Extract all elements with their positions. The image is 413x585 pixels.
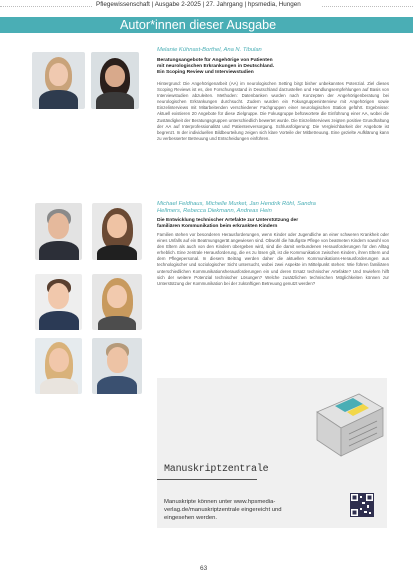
author-photo-3 [35,203,82,260]
author-photo-2 [91,52,139,109]
article2-authors: Michael Feldhaus, Michelle Murket, Jan Hendrik Röhl, Sandra Hellmers, Rebecca Diekmann, Andreas Hein [157,201,316,214]
author-photo-1 [32,52,85,109]
qr-finder-tr-inner [368,496,372,500]
author-photo-6 [92,274,142,330]
article1-abstract: Hintergrund: Die Angehörigenarbeit (AA) im neurologischen Setting birgt bisher unbekanntes Potenzial. Ziel dieses Scoping Reviews ist es, den Forschungsstand in Deutschland darzustellen und Handlungsempfehlungen auf Basis von Interviewstudien abzuleiten. Methoden: Datenbanken wurden nach Konzepten der Angehörigenberatung bei neurologischen Erkrankungen durchsucht. Zudem wurden ein Fokusgruppeninterview mit Angehörigen sowie Einzelinterviews mit Mitarbeitenden verschiedener Fachgruppen einer neurologischen Station geführt. Ergebnisse: Aktuell existieren 20 Angebote für diese Zielgruppe. Die Fokusgruppe befürwortete die Einführung einer AA, wobei die Zuständigkeit der Beratungsgruppen unterschiedlich bewertet wurde. Die Einzelinterviews zeigten positive Grundhaltung der AA auf Interprofessionalität und Patientenversorgung. Schlussfolgerung: Die Vergleichbarkeit der Angebote ist begrenzt. In der individuellen Bildbeurteilung zeigen sich klare Vorteile der Mitbetreuung. Eine gezielte Aufklärung kann zu verbesserter Betreuung und Entscheidungen einführen. [157,81,389,141]
author-photo-7 [35,338,82,394]
author-photo-8 [92,338,142,394]
page-number: 63 [200,565,208,572]
header-rule-right [322,6,413,7]
qr-finder-tl-inner [353,496,357,500]
header-rule-left [0,6,92,7]
manuscript-center-title: Manuskriptzentrale [164,464,269,475]
qr-finder-bl-inner [353,511,357,515]
qr-module [360,508,362,510]
qr-module [369,512,371,514]
manuscript-center-box [157,378,387,528]
running-header [0,0,413,13]
manuscript-center-text: Manuskripte können unter www.hpsmedia-verlag.de/manuskriptzentrale eingereicht und eingesehen werden. [164,499,282,522]
article2-title: Die Entwicklung technischer Artefakte zur Unterstützung der familiären Kommunikation beim erkrankten Kindern [157,218,299,230]
qr-module [367,505,369,508]
qr-module [362,502,365,504]
qr-module [364,511,367,513]
qr-code-icon[interactable] [350,493,374,517]
author-photo-4 [92,203,142,260]
header-text: Pflegewissenschaft | Ausgabe 2-2025 | 27. Jahrgang | hpsmedia, Hungen [96,1,301,8]
author-photo-5 [35,274,82,330]
section-title-band [0,17,413,33]
section-title: Autor*innen dieser Ausgabe [120,18,277,32]
qr-code-pattern [350,493,374,517]
article1-authors: Melanie Kühnast-Borthel, Ana N. Tibulan [157,47,262,53]
qr-module [360,496,362,498]
document-stack-illustration [307,382,387,462]
manuscript-center-rule [157,479,257,480]
article2-abstract: Familien stehen vor besonderen Herausforderungen, wenn Kinder oder Jugendliche an einer schweren Krankheit oder eines Unfalls auf ein Beatmungsgerät angewiesen sind. Obwohl die häufigste Pflege von beatmeten Kindern sowohl von den Eltern als auch von den Kindern übergeben wird, sind die damit verbundenen Herausforderungen für den Alltag erheblich. Eine zentrale Herausforderung, die es zu lösen gilt, ist die Kommunikation zwischen Kindern, ihren Eltern und dem Pflegepersonal. In diesem Beitrag werden daher die aktuellen Kommunikations-Herausforderungen aus technologischer und soziologischer Sicht untersucht, wobei zwei Aspekte im Mittelpunkt stehen: Wie führen familiären unterschiedlichen Kommunikationsherausforderungen ein und deren Ersatz technischer Artefakte? Und Inwiefern hilft sich der weitere Potenzial technischer Lösungen? Welche zusätzlichen technischen Möglichkeiten können zur Unterstützung der Kommunikation bei der zukünftigen Betreuung genutzt werden? [157,232,389,286]
article1-title: Beratungsangebote für Angehörige von Patienten mit neurologischen Erkrankungen in Deutschland. Ein Scoping Review und Interviewstudien [157,58,275,76]
